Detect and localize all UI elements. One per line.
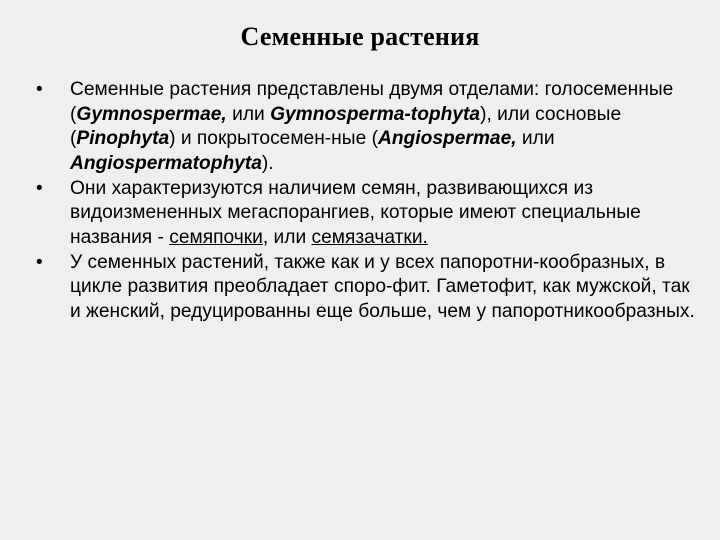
latin-term: Angiospermatophyta — [70, 152, 262, 174]
bullet-text-part: Семенные растения представлены двумя отделами: голосеменные ( — [70, 79, 674, 125]
slide-title: Семенные растения — [240, 22, 480, 51]
latin-term: Gymnosperma-tophyta — [270, 103, 481, 125]
bullet-text-part: У семенных растений, также как и у всех папоротни-кообразных, в цикле развития преобладает споро-фит. Гаметофит, как мужской, так и женский, редуцированны еще больше, чем у папоротникообразных. — [70, 251, 695, 322]
bullet-marker: • — [36, 251, 43, 273]
bullet-text-part: ), или сосновые ( — [70, 103, 622, 149]
latin-term: Angiospermae, — [377, 128, 517, 149]
bullet-text-part: или — [226, 103, 271, 125]
bullet-text-part: ). — [261, 152, 274, 174]
bullet-item-divisions — [36, 78, 696, 176]
bullet-marker: • — [36, 79, 43, 100]
latin-term: Gymnospermae, — [76, 103, 227, 125]
bullet-text-part: или — [516, 128, 555, 149]
latin-term: Pinophyta — [76, 128, 170, 149]
bullet-text-part: , или — [262, 226, 312, 248]
bullet-text-part: Они характеризуются наличием семян, развивающихся из видоизмененных мегаспорангиев, которые имеют специальные названия - — [70, 177, 641, 248]
bullet-marker: • — [36, 177, 43, 199]
underlined-term: семязачатки. — [311, 226, 428, 248]
bullet-text-part: ) и покрытосемен-ные ( — [169, 128, 378, 149]
bullet-item-sporophyte — [36, 251, 696, 325]
bullet-list — [36, 78, 696, 325]
bullet-item-seeds — [36, 177, 696, 251]
underlined-term: семяпочки — [169, 226, 263, 248]
